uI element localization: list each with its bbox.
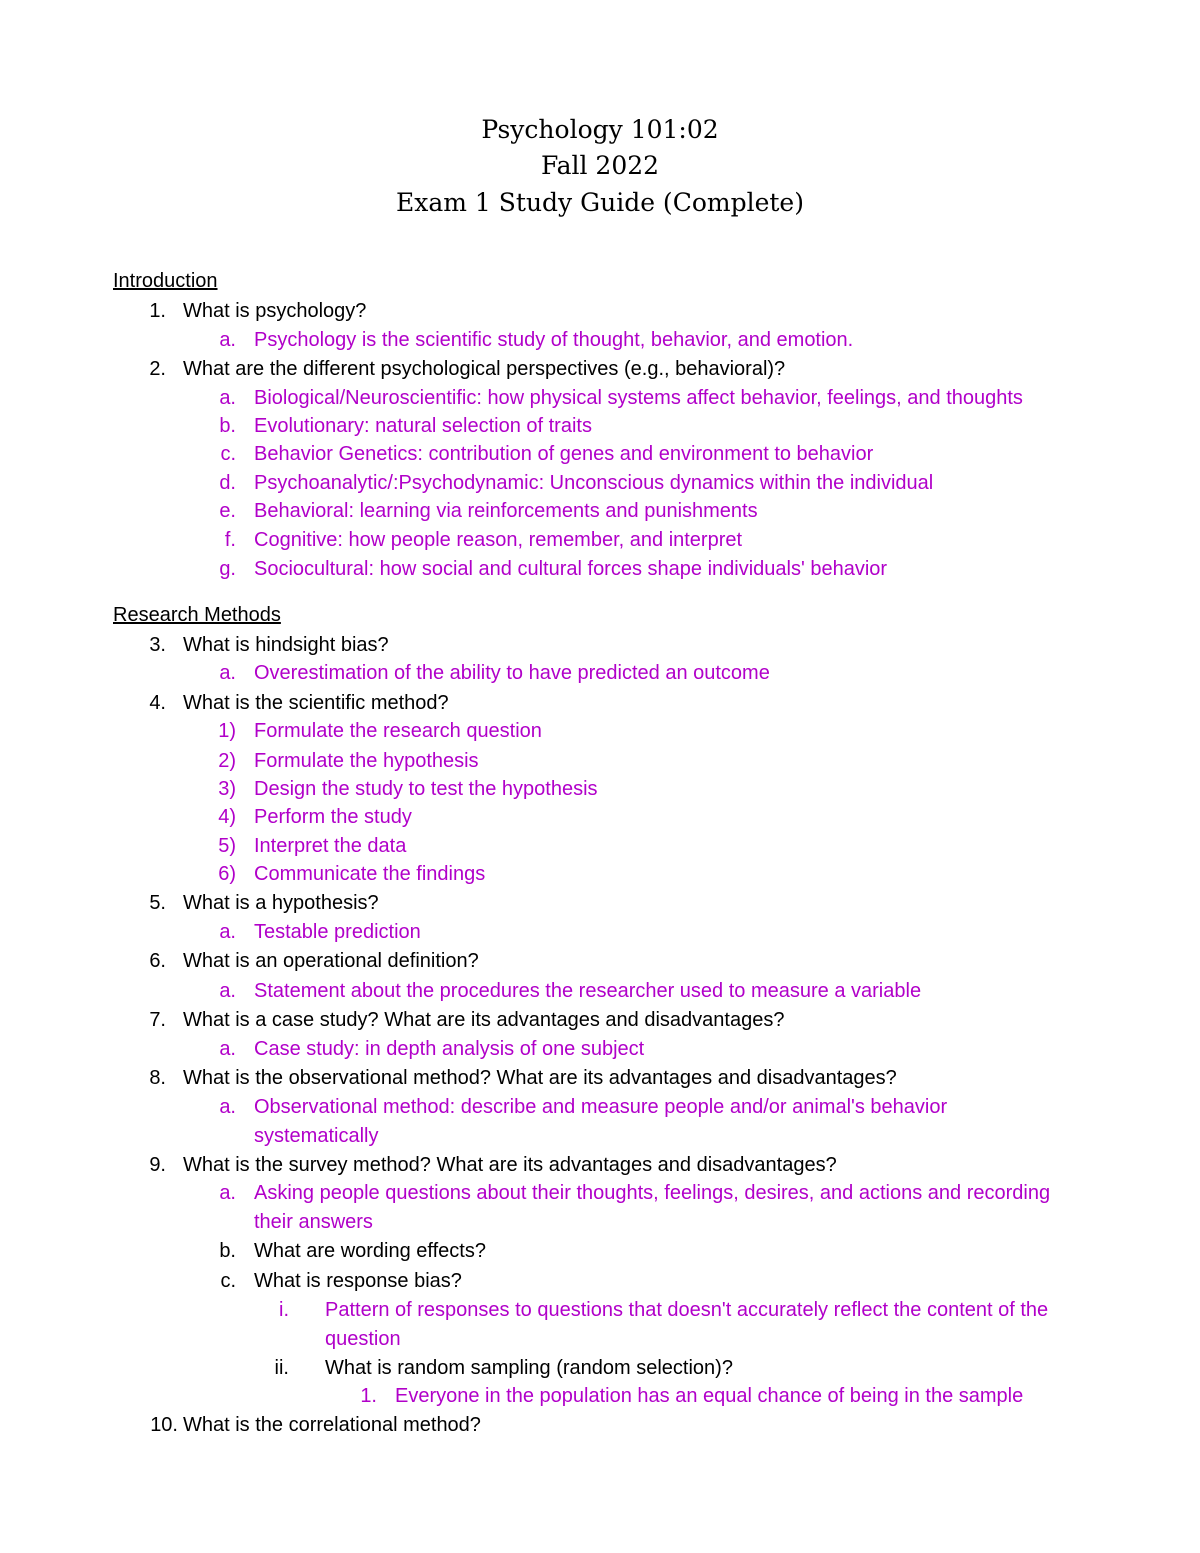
list-marker: 6)	[218, 863, 236, 885]
answer-text: Cognitive: how people reason, remember, and interpret	[254, 529, 743, 551]
list-marker: 1)	[218, 720, 236, 742]
list-marker: 9.	[149, 1154, 166, 1176]
list-marker: i.	[279, 1299, 289, 1321]
answer-text: their answers	[254, 1211, 373, 1233]
answer-text: Behavioral: learning via reinforcements and punishments	[254, 500, 758, 522]
answer-text: Testable prediction	[254, 921, 421, 943]
answer-text: Formulate the hypothesis	[254, 750, 479, 772]
list-marker: e.	[219, 500, 236, 522]
answer-text: Biological/Neuroscientific: how physical systems affect behavior, feelings, and thoughts	[254, 387, 1023, 409]
question-text: What is a case study? What are its advantages and disadvantages?	[183, 1009, 785, 1031]
answer-text: Perform the study	[254, 806, 412, 828]
list-marker: 1.	[360, 1385, 377, 1407]
list-marker: 4)	[218, 806, 236, 828]
course-title: Psychology 101:02	[481, 115, 719, 144]
answer-text: Everyone in the population has an equal chance of being in the sample	[395, 1385, 1024, 1407]
list-marker: a.	[219, 921, 236, 943]
list-marker: a.	[219, 329, 236, 351]
answer-text: Asking people questions about their thoughts, feelings, desires, and actions and recording	[254, 1182, 1051, 1204]
list-marker: a.	[219, 1182, 236, 1204]
list-marker: a.	[219, 662, 236, 684]
list-marker: 3.	[149, 634, 166, 656]
list-marker: 5.	[149, 892, 166, 914]
question-text: What is the scientific method?	[183, 692, 449, 714]
question-text: What is psychology?	[183, 300, 367, 322]
answer-text: Formulate the research question	[254, 720, 542, 742]
question-text: What is hindsight bias?	[183, 634, 389, 656]
list-marker: 2.	[149, 358, 166, 380]
list-marker: b.	[219, 415, 236, 437]
list-marker: 5)	[218, 835, 236, 857]
list-marker: 6.	[149, 950, 166, 972]
section-heading-introduction: Introduction	[113, 270, 218, 292]
answer-text: Pattern of responses to questions that doesn't accurately reflect the content of the	[325, 1299, 1049, 1321]
term-title: Fall 2022	[540, 151, 660, 180]
answer-text: Statement about the procedures the researcher used to measure a variable	[254, 980, 922, 1002]
list-marker: 10.	[150, 1414, 178, 1436]
list-marker: 7.	[149, 1009, 166, 1031]
answer-text: Behavior Genetics: contribution of genes and environment to behavior	[254, 443, 874, 465]
answer-text: Case study: in depth analysis of one subject	[254, 1038, 645, 1060]
list-marker: 2)	[218, 750, 236, 772]
list-marker: a.	[219, 387, 236, 409]
answer-text: Psychoanalytic/:Psychodynamic: Unconscious dynamics within the individual	[254, 472, 934, 494]
question-text: What is a hypothesis?	[183, 892, 379, 914]
list-marker: a.	[219, 1096, 236, 1118]
answer-text: Sociocultural: how social and cultural forces shape individuals' behavior	[254, 558, 888, 580]
question-text: What is the observational method? What are its advantages and disadvantages?	[183, 1067, 897, 1089]
list-marker: d.	[219, 472, 236, 494]
list-marker: a.	[219, 1038, 236, 1060]
answer-text: Communicate the findings	[254, 863, 486, 885]
question-text: What is the survey method? What are its advantages and disadvantages?	[183, 1154, 837, 1176]
answer-text: question	[325, 1328, 401, 1350]
question-text: What are the different psychological perspectives (e.g., behavioral)?	[183, 358, 786, 380]
question-text: What are wording effects?	[254, 1240, 486, 1262]
answer-text: Observational method: describe and measure people and/or animal's behavior	[254, 1096, 948, 1118]
answer-text: Interpret the data	[254, 835, 407, 857]
answer-text: Evolutionary: natural selection of traits	[254, 415, 592, 437]
question-text: What is the correlational method?	[183, 1414, 481, 1436]
guide-title: Exam 1 Study Guide (Complete)	[396, 188, 804, 217]
list-marker: 3)	[218, 778, 236, 800]
list-marker: 1.	[149, 300, 166, 322]
answer-text: Overestimation of the ability to have predicted an outcome	[254, 662, 770, 684]
list-marker: 4.	[149, 692, 166, 714]
list-marker: ii.	[274, 1357, 289, 1379]
list-marker: c.	[220, 1270, 236, 1292]
answer-text: Design the study to test the hypothesis	[254, 778, 598, 800]
question-text: What is an operational definition?	[183, 950, 479, 972]
answer-text: systematically	[254, 1125, 379, 1147]
list-marker: c.	[220, 443, 236, 465]
answer-text: Psychology is the scientific study of thought, behavior, and emotion.	[254, 329, 854, 351]
question-text: What is random sampling (random selection)?	[325, 1357, 733, 1379]
list-marker: b.	[219, 1240, 236, 1262]
list-marker: g.	[219, 558, 236, 580]
question-text: What is response bias?	[254, 1270, 462, 1292]
list-marker: a.	[219, 980, 236, 1002]
list-marker: f.	[224, 529, 236, 551]
list-marker: 8.	[149, 1067, 166, 1089]
section-heading-research-methods: Research Methods	[113, 604, 281, 626]
